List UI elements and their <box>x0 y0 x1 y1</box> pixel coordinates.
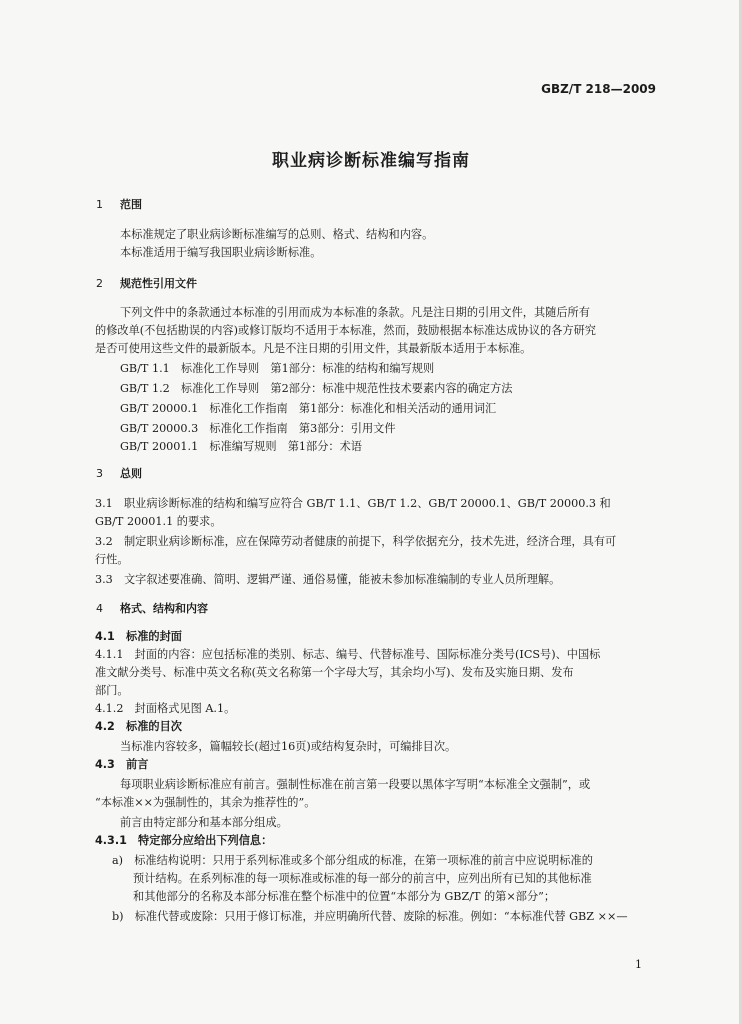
section-4-heading <box>96 602 208 616</box>
document-title: 职业病诊断标准编写指南 <box>272 151 470 171</box>
subsection-heading: 4.1 标准的封面 <box>95 630 182 643</box>
paragraph-line: 的修改单(不包括勘误的内容)或修订版均不适用于本标准，然而，鼓励根据本标准达成协议的各方研究 <box>95 324 596 337</box>
paragraph-line: 下列文件中的条款通过本标准的引用而成为本标准的条款。凡是注日期的引用文件，其随后所有 <box>120 306 590 319</box>
section-number: 2 <box>96 277 103 290</box>
reference-item: GB/T 20001.1 标准编写规则 第1部分：术语 <box>120 440 362 453</box>
subsection-heading: 4.2 标准的目次 <box>95 720 182 733</box>
clause-line: 3.3 文字叙述要准确、简明、逻辑严谨、通俗易懂，能被未参加标准编制的专业人员所理解。 <box>95 573 561 586</box>
list-item-line: 和其他部分的名称及本部分标准在整个标准中的位置“本部分为 GBZ/T 的第×部分”； <box>133 890 556 903</box>
paragraph-line: 本标准规定了职业病诊断标准编写的总则、格式、结构和内容。 <box>120 228 434 241</box>
paragraph-line: 每项职业病诊断标准应有前言。强制性标准在前言第一段要以黑体字写明“本标准全文强制”，或 <box>120 778 591 791</box>
section-2-heading <box>96 277 197 291</box>
reference-item: GB/T 1.1 标准化工作导则 第1部分：标准的结构和编写规则 <box>120 362 435 375</box>
section-title: 总则 <box>120 467 142 480</box>
section-number: 3 <box>96 467 103 480</box>
clause-line: 行性。 <box>95 553 129 566</box>
paragraph-line: 是否可使用这些文件的最新版本。凡是不注日期的引用文件，其最新版本适用于本标准。 <box>95 342 532 355</box>
clause-line: 4.1.1 封面的内容：应包括标准的类别、标志、编号、代替标准号、国际标准分类号(ICS号)、中国标 <box>95 648 601 661</box>
section-number: 1 <box>96 198 103 211</box>
section-number: 4 <box>96 602 103 615</box>
clause-line: 4.1.2 封面格式见图 A.1。 <box>95 702 236 715</box>
paragraph-line: “本标准××为强制性的，其余为推荐性的”。 <box>95 796 316 809</box>
section-1-heading <box>96 198 142 212</box>
paragraph-line: 当标准内容较多，篇幅较长(超过16页)或结构复杂时，可编排目次。 <box>120 740 457 753</box>
clause-line: 3.2 制定职业病诊断标准，应在保障劳动者健康的前提下，科学依据充分，技术先进，经济合理，具有可 <box>95 535 617 548</box>
clause-line: 部门。 <box>95 684 129 697</box>
reference-item: GB/T 20000.3 标准化工作指南 第3部分：引用文件 <box>120 422 396 435</box>
page-number: 1 <box>635 958 642 971</box>
section-title: 范围 <box>120 198 142 211</box>
section-title: 格式、结构和内容 <box>120 602 208 615</box>
paragraph-line: 本标准适用于编写我国职业病诊断标准。 <box>120 246 322 259</box>
clause-line: 准文献分类号、标准中英文名称(英文名称第一个字母大写，其余均小写)、发布及实施日期、发布 <box>95 666 574 679</box>
subsection-heading: 4.3.1 特定部分应给出下列信息： <box>95 834 273 847</box>
section-title: 规范性引用文件 <box>120 277 197 290</box>
subsection-heading: 4.3 前言 <box>95 758 149 771</box>
standard-code: GBZ/T 218—2009 <box>541 82 656 96</box>
paragraph-line: 前言由特定部分和基本部分组成。 <box>120 816 288 829</box>
section-3-heading <box>96 467 142 481</box>
clause-line: GB/T 20001.1 的要求。 <box>95 515 222 528</box>
list-item-line: a) 标准结构说明：只用于系列标准或多个部分组成的标准，在第一项标准的前言中应说明标准的 <box>112 854 593 867</box>
clause-line: 3.1 职业病诊断标准的结构和编写应符合 GB/T 1.1、GB/T 1.2、GB/T 20000.1、GB/T 20000.3 和 <box>95 497 611 510</box>
reference-item: GB/T 1.2 标准化工作导则 第2部分：标准中规范性技术要素内容的确定方法 <box>120 382 513 395</box>
list-item-line: b) 标准代替或废除：只用于修订标准，并应明确所代替、废除的标准。例如：“本标准代替 GBZ ××— <box>112 910 628 923</box>
reference-item: GB/T 20000.1 标准化工作指南 第1部分：标准化和相关活动的通用词汇 <box>120 402 497 415</box>
list-item-line: 预计结构。在系列标准的每一项标准或标准的每一部分的前言中，应列出所有已知的其他标准 <box>133 872 592 885</box>
